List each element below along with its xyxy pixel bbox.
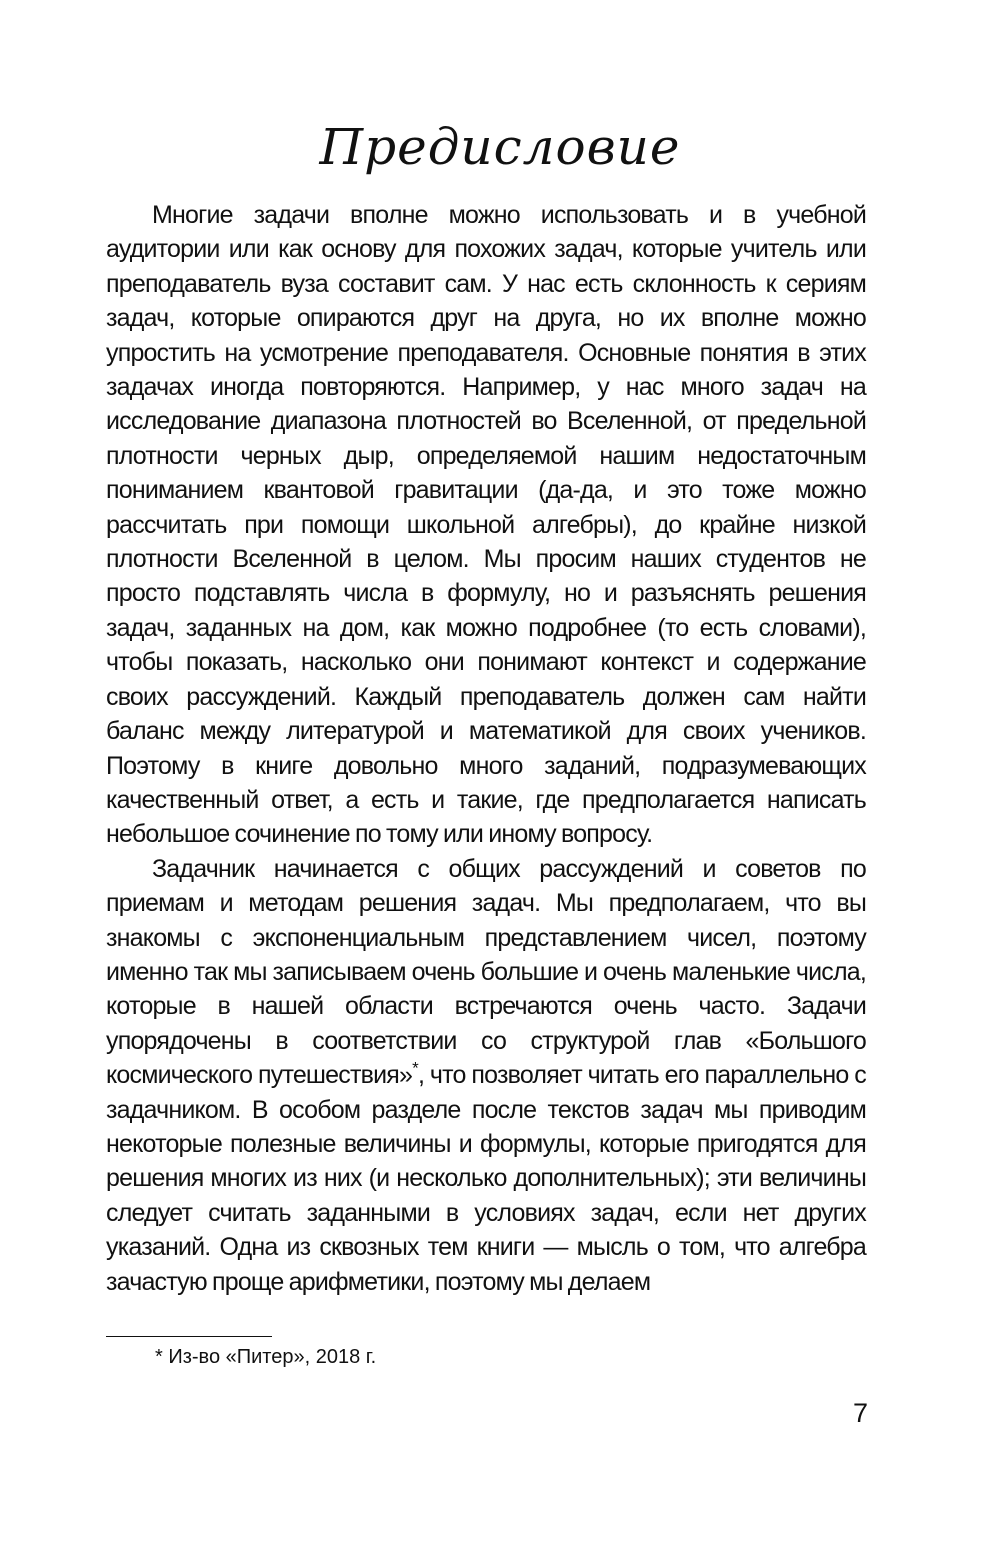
footnote-divider <box>106 1336 272 1337</box>
paragraph-2-part-2: , что позволяет читать его параллельно с задачником. В особом разделе после текстов задач мы приводим некоторые полезные величины и формулы, которые пригодятся для решения многих из них (и несколько дополнительных); эти величины следует считать заданными в условиях задач, если нет других указаний. Одна из сквозных тем книги — мысль о том, что алгебра зачастую проще арифметики, поэтому мы делаем <box>106 1061 866 1296</box>
paragraph-2-part-1: Задачник начинается с общих рассуждений и советов по приемам и методам решения задач. Мы предполагаем, что вы знакомы с экспоненциальным представлением чисел, поэтому именно так мы записываем очень большие и очень маленькие числа, которые в нашей области встречаются очень часто. Задачи упорядочены в соответствии со структурой глав «Большого космического путешествия» <box>106 854 866 1090</box>
footnote: * Из-во «Питер», 2018 г. <box>155 1346 377 1368</box>
body-text <box>106 198 866 1299</box>
page-number: 7 <box>852 1398 868 1428</box>
chapter-title: Предисловие <box>319 118 681 176</box>
paragraph-2 <box>106 852 866 1299</box>
paragraph-1: Многие задачи вполне можно использовать и в учебной аудитории или как основу для похожих задач, которые учитель или преподаватель вуза составит сам. У нас есть склонность к сериям задач, которые опираются друг на друга, но их вполне можно упростить на усмотрение преподавателя. Основные понятия в этих задачах иногда повторяются. Например, у нас много задач на исследование диапазона плотностей во Вселенной, от предельной плотности черных дыр, определяемой нашим недостаточным пониманием квантовой гравитации (да-да, и это тоже можно рассчитать при помощи школьной алгебры), до крайне низкой плотности Вселенной в целом. Мы просим наших студентов не просто подставлять числа в формулу, но и разъяснять решения задач, заданных на дом, как можно подробнее (то есть словами), чтобы показать, насколько они понимают контекст и содержание своих рассуждений. Каждый преподаватель должен сам найти баланс между литературой и математикой для своих учеников. Поэтому в книге довольно много заданий, подразумевающих качественный ответ, а есть и такие, где предполагается написать небольшое сочинение по тому или иному вопросу. <box>106 201 866 849</box>
footnote-marker: * <box>412 1058 418 1078</box>
